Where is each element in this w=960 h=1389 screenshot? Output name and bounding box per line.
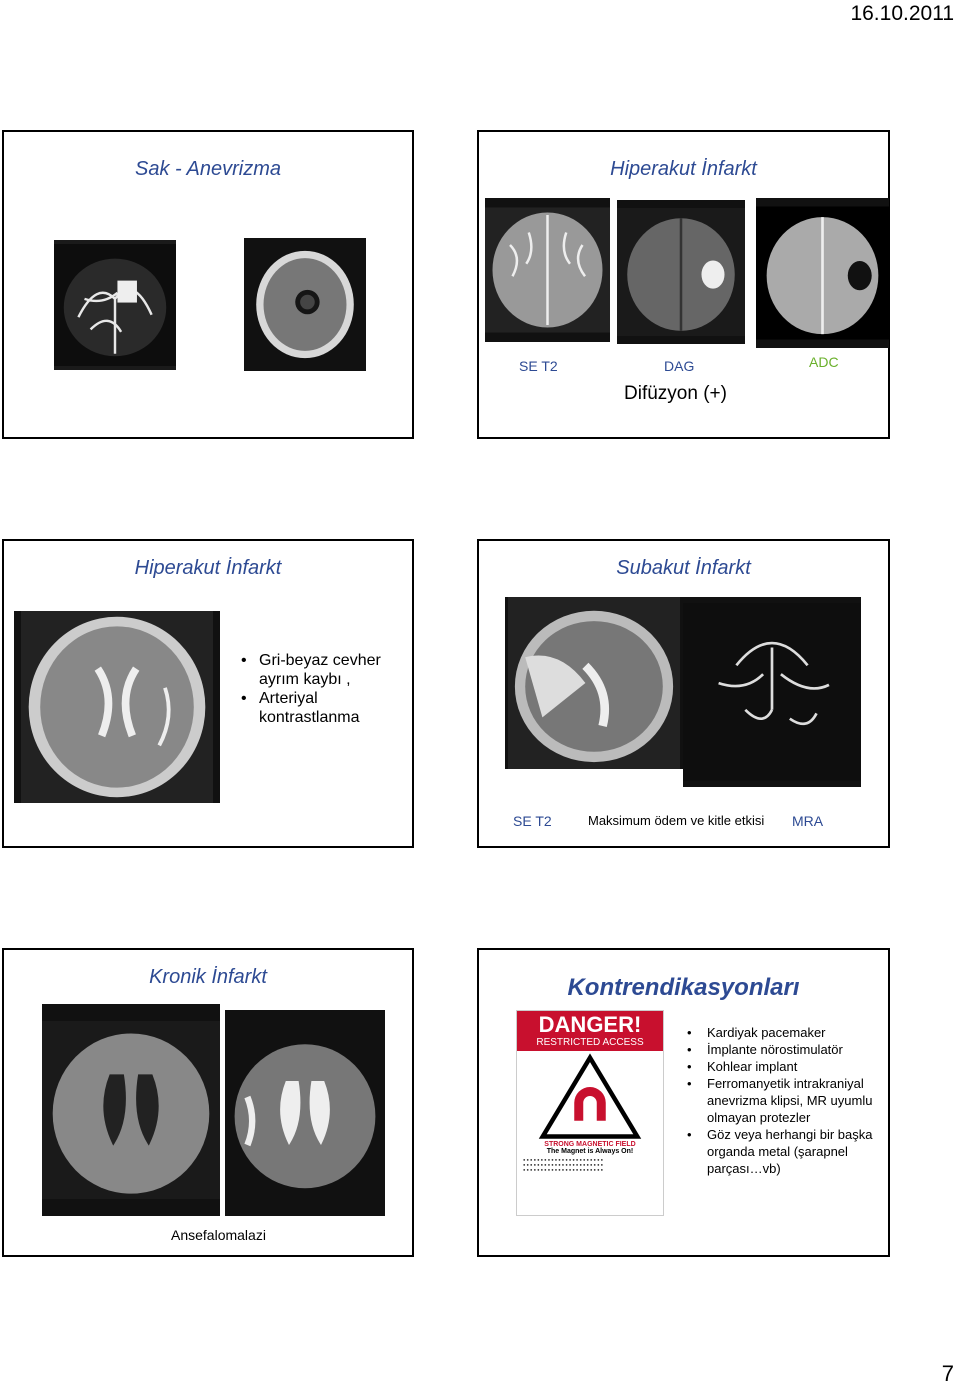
adc-image (756, 198, 889, 348)
slide-title: Kronik İnfarkt (149, 966, 267, 988)
t2-mri-image (244, 238, 366, 371)
sign-danger-text: DANGER! (538, 1012, 642, 1037)
slide-title: Sak - Anevrizma (135, 158, 281, 180)
dag-image (617, 200, 745, 344)
bullet-item: • Arteriyal kontrastlanma (241, 689, 406, 727)
bullet-item: • İmplante nörostimulatör (687, 1041, 877, 1058)
slide-hiperakut-infarkt-1 (477, 130, 890, 439)
slide-kronik-infarkt (2, 948, 414, 1257)
page-number: 7 (941, 1361, 954, 1386)
mra-image (683, 597, 861, 787)
sign-fine-print: ● ● ● ● ● ● ● ● ● ● ● ● ● ● ● ● ● ● ● ● ● ● ● ● ● ● ● ● ● ● ● ● ● ● ● ● ● ● ● ● ● ● ● ● ● ● ● ● ● ● ● ● ● ● ● ● ● ● ● ● ● ● ● ● ● ● ● ● ● (523, 1157, 604, 1172)
sign-strong-field-text: STRONG MAGNETIC FIELD (544, 1141, 636, 1148)
bullet-item: • Ferromanyetik intrakraniyal anevrizma klipsi, MR uyumlu olmayan protezler (687, 1075, 877, 1126)
flair-image (42, 1004, 220, 1216)
slide-sak-anevrizma (2, 130, 414, 439)
bullet-item: • Kardiyak pacemaker (687, 1024, 877, 1041)
slide-kontrendikasyonlari (477, 948, 890, 1257)
t2-image (225, 1010, 385, 1216)
bullet-list (687, 1024, 877, 1177)
label-adc: ADC (809, 354, 839, 370)
slide-title: Hiperakut İnfarkt (134, 557, 282, 579)
slide-title: Kontrendikasyonları (567, 974, 800, 1001)
bullet-item: • Gri-beyaz cevher ayrım kaybı , (241, 651, 406, 689)
slide-subakut-infarkt (477, 539, 890, 848)
caption-ansefalomalazi: Ansefalomalazi (171, 1227, 266, 1243)
label-se-t2: SE T2 (513, 813, 552, 829)
axial-mri-image (14, 611, 220, 803)
label-mra: MRA (792, 813, 824, 829)
slide-title: Hiperakut İnfarkt (610, 158, 757, 180)
magnet-warning-icon (517, 1051, 663, 1141)
sign-magnet-text: The Magnet is Always On! (546, 1148, 634, 1155)
sign-restricted-text: RESTRICTED ACCESS (536, 1037, 644, 1048)
page-date: 16.10.2011 (850, 2, 954, 25)
label-dag: DAG (664, 358, 695, 374)
se-t2-image (505, 597, 683, 769)
bullet-item: • Göz veya herhangi bir başka organda metal (şarapnel parçası…vb) (687, 1126, 877, 1177)
bullet-item: • Kohlear implant (687, 1058, 877, 1075)
sign-header (517, 1011, 663, 1051)
label-se-t2: SE T2 (519, 358, 558, 374)
bullet-list (241, 651, 406, 727)
caption-difuzyon: Difüzyon (+) (624, 383, 727, 404)
slide-title: Subakut İnfarkt (616, 557, 751, 579)
mra-angiography-image (54, 240, 176, 370)
slide-hiperakut-infarkt-2 (2, 539, 414, 848)
danger-sign (516, 1010, 664, 1216)
label-maksimum-odem: Maksimum ödem ve kitle etkisi (588, 813, 765, 828)
se-t2-image (485, 198, 610, 342)
